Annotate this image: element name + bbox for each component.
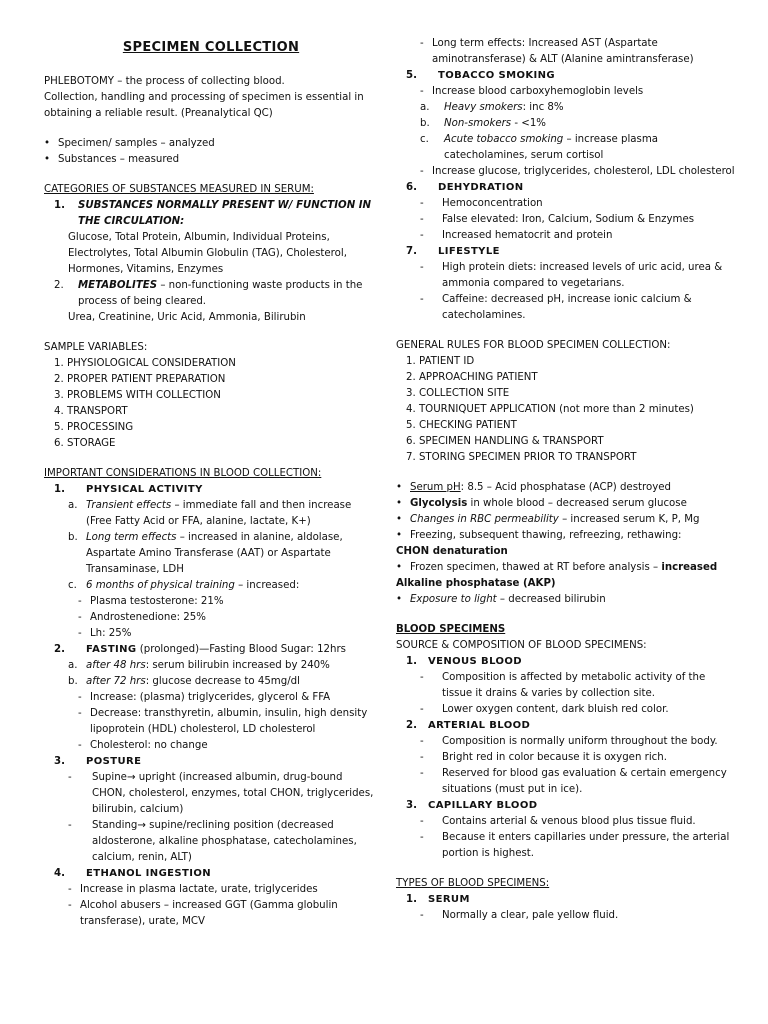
bullet-icon: • xyxy=(44,154,51,165)
list-item: - Hemoconcentration xyxy=(420,198,543,209)
serum: 1. SERUM xyxy=(406,894,470,905)
list-item: b. after 72 hrs: glucose decrease to 45mg/dl xyxy=(68,676,300,687)
alkaline-phosphatase: Alkaline phosphatase (AKP) xyxy=(396,578,556,589)
category-1-body: Glucose, Total Protein, Albumin, Individual Proteins, Electrolytes, Total Albumin Globulin (TAG), Cholesterol, Hormones, Vitamins, Enzymes xyxy=(68,232,347,275)
categories-heading: CATEGORIES OF SUBSTANCES MEASURED IN SERUM: xyxy=(44,184,314,195)
category-2-body: Urea, Creatinine, Uric Acid, Ammonia, Bilirubin xyxy=(68,312,306,323)
list-item: - Caffeine: decreased pH, increase ionic calcium & catecholamines. xyxy=(420,294,692,321)
list-item: - Increase glucose, triglycerides, cholesterol, LDL cholesterol xyxy=(420,166,735,177)
list-item: b. Non-smokers - <1% xyxy=(420,118,546,129)
posture: 3. POSTURE xyxy=(54,756,142,767)
list-item: • Glycolysis in whole blood – decreased serum glucose xyxy=(396,496,736,512)
list-item: c. 6 months of physical training – increased: xyxy=(68,580,300,591)
list-item: • Substances – measured xyxy=(44,152,378,168)
list-item: - Cholesterol: no change xyxy=(78,740,208,751)
ethanol-ingestion: 4. ETHANOL INGESTION xyxy=(54,868,212,879)
bullet-icon: • xyxy=(44,138,51,149)
list-item: • Specimen/ samples – analyzed xyxy=(44,136,378,152)
list-item: - False elevated: Iron, Calcium, Sodium & Enzymes xyxy=(420,214,695,225)
list-item: 4. TRANSPORT xyxy=(54,406,128,417)
list-item: - Composition is affected by metabolic activity of the tissue it drains & varies by collection site. xyxy=(420,672,706,699)
bullet-icon: • xyxy=(396,562,403,573)
list-item: 6. STORAGE xyxy=(54,438,116,449)
list-item: - Standing→ supine/reclining position (decreased aldosterone, alkaline phosphatase, catecholamines, calcium, renin, ALT) xyxy=(68,820,357,863)
tobacco-smoking: 5. TOBACCO SMOKING xyxy=(406,70,556,81)
list-item: - Contains arterial & venous blood plus tissue fluid. xyxy=(420,816,696,827)
general-rules-list xyxy=(396,354,736,466)
category-2-title: METABOLITES xyxy=(78,280,158,291)
list-item: 4. TOURNIQUET APPLICATION (not more than 2 minutes) xyxy=(406,404,694,415)
chon-denaturation: CHON denaturation xyxy=(396,546,508,557)
list-item: b. Long term effects – increased in alanine, aldolase, Aspartate Amino Transferase (AAT) or Aspartate Transaminase, LDH xyxy=(68,532,343,575)
list-item: 1. PATIENT ID xyxy=(406,356,475,367)
capillary-blood: 3. CAPILLARY BLOOD xyxy=(406,800,538,811)
list-item: a. after 48 hrs: serum bilirubin increased by 240% xyxy=(68,660,330,671)
important-considerations-heading: IMPORTANT CONSIDERATIONS IN BLOOD COLLECTION: xyxy=(44,468,322,479)
list-item: a. Heavy smokers: inc 8% xyxy=(420,102,564,113)
list-item: - Increased hematocrit and protein xyxy=(420,230,613,241)
page-title: SPECIMEN COLLECTION xyxy=(122,40,300,55)
list-item: c. Acute tobacco smoking – increase plasma catecholamines, serum cortisol xyxy=(420,134,659,161)
list-item: 1. PHYSIOLOGICAL CONSIDERATION xyxy=(54,358,236,369)
intro-phlebotomy: PHLEBOTOMY – the process of collecting blood. xyxy=(44,76,285,87)
list-item: • Exposure to light – decreased bilirubin xyxy=(396,592,736,608)
bullet-icon: • xyxy=(396,514,403,525)
list-item: - Bright red in color because it is oxygen rich. xyxy=(420,752,667,763)
list-item: - Lh: 25% xyxy=(78,628,132,639)
list-item: - Long term effects: Increased AST (Aspartate aminotransferase) & ALT (Alanine amintransferase) xyxy=(420,38,694,65)
list-item: • Serum pH: 8.5 – Acid phosphatase (ACP) destroyed xyxy=(396,480,736,496)
list-item: - Androstenedione: 25% xyxy=(78,612,206,623)
list-item: - Increase: (plasma) triglycerides, glycerol & FFA xyxy=(78,692,331,703)
list-item: • Freezing, subsequent thawing, refreezing, rethawing: xyxy=(396,528,736,544)
list-item: 5. PROCESSING xyxy=(54,422,134,433)
sample-variables-heading: SAMPLE VARIABLES: xyxy=(44,342,148,353)
blood-specimens-heading: BLOOD SPECIMENS xyxy=(396,624,506,635)
general-rules-heading: GENERAL RULES FOR BLOOD SPECIMEN COLLECTION: xyxy=(396,340,671,351)
dehydration: 6. DEHYDRATION xyxy=(406,182,524,193)
sample-variables-list xyxy=(44,356,378,452)
list-item: - Normally a clear, pale yellow fluid. xyxy=(420,910,619,921)
bullet-icon: • xyxy=(396,498,403,509)
list-item: - Alcohol abusers – increased GGT (Gamma globulin transferase), urate, MCV xyxy=(68,900,338,927)
list-item: - Decrease: transthyretin, albumin, insulin, high density lipoprotein (HDL) cholesterol, LD cholesterol xyxy=(78,708,368,735)
list-item: - Increase blood carboxyhemoglobin levels xyxy=(420,86,644,97)
bullet-icon: • xyxy=(396,530,403,541)
types-heading: TYPES OF BLOOD SPECIMENS: xyxy=(396,878,550,889)
intro-collection: Collection, handling and processing of specimen is essential in obtaining a reliable result. (Preanalytical QC) xyxy=(44,92,364,119)
list-item: 7. STORING SPECIMEN PRIOR TO TRANSPORT xyxy=(406,452,637,463)
list-item: 2. APPROACHING PATIENT xyxy=(406,372,538,383)
list-item: - Supine→ upright (increased albumin, drug-bound CHON, cholesterol, enzymes, total CHON, triglycerides, bilirubin, calcium) xyxy=(68,772,374,815)
list-item: - Increase in plasma lactate, urate, triglycerides xyxy=(68,884,318,895)
bullet-icon: • xyxy=(396,594,403,605)
category-1-title: SUBSTANCES NORMALLY PRESENT W/ FUNCTION IN THE CIRCULATION: xyxy=(78,200,372,227)
list-item: a. Transient effects – immediate fall and then increase (Free Fatty Acid or FFA, alanine, lactate, K+) xyxy=(68,500,352,527)
source-composition-heading: SOURCE & COMPOSITION OF BLOOD SPECIMENS: xyxy=(396,640,647,651)
arterial-blood: 2. ARTERIAL BLOOD xyxy=(406,720,531,731)
physical-activity: 1. PHYSICAL ACTIVITY xyxy=(54,484,203,495)
list-item: • Frozen specimen, thawed at RT before analysis – increased xyxy=(396,560,736,576)
list-item: 6. SPECIMEN HANDLING & TRANSPORT xyxy=(406,436,604,447)
list-item: - Plasma testosterone: 21% xyxy=(78,596,224,607)
list-item: - Because it enters capillaries under pressure, the arterial portion is highest. xyxy=(420,832,730,859)
left-column xyxy=(44,36,378,930)
bullet-icon: • xyxy=(396,482,403,493)
category-1: 1. SUBSTANCES NORMALLY PRESENT W/ FUNCTION IN THE CIRCULATION: xyxy=(44,198,378,230)
fasting: 2. FASTING (prolonged)—Fasting Blood Sugar: 12hrs xyxy=(54,644,346,655)
list-item: - High protein diets: increased levels of uric acid, urea & ammonia compared to vegetarians. xyxy=(420,262,723,289)
list-item: 2. PROPER PATIENT PREPARATION xyxy=(54,374,226,385)
list-item: 5. CHECKING PATIENT xyxy=(406,420,517,431)
category-2: 2. METABOLITES – non-functioning waste products in the process of being cleared. xyxy=(54,280,363,307)
list-item: - Lower oxygen content, dark bluish red color. xyxy=(420,704,669,715)
venous-blood: 1. VENOUS BLOOD xyxy=(406,656,522,667)
list-item: • Changes in RBC permeability – increased serum K, P, Mg xyxy=(396,512,736,528)
right-column xyxy=(396,36,736,924)
lifestyle: 7. LIFESTYLE xyxy=(406,246,500,257)
list-item: 3. PROBLEMS WITH COLLECTION xyxy=(54,390,221,401)
list-item: 3. COLLECTION SITE xyxy=(406,388,510,399)
list-item: - Composition is normally uniform throughout the body. xyxy=(420,736,718,747)
list-item: - Reserved for blood gas evaluation & certain emergency situations (must put in ice). xyxy=(420,768,727,795)
